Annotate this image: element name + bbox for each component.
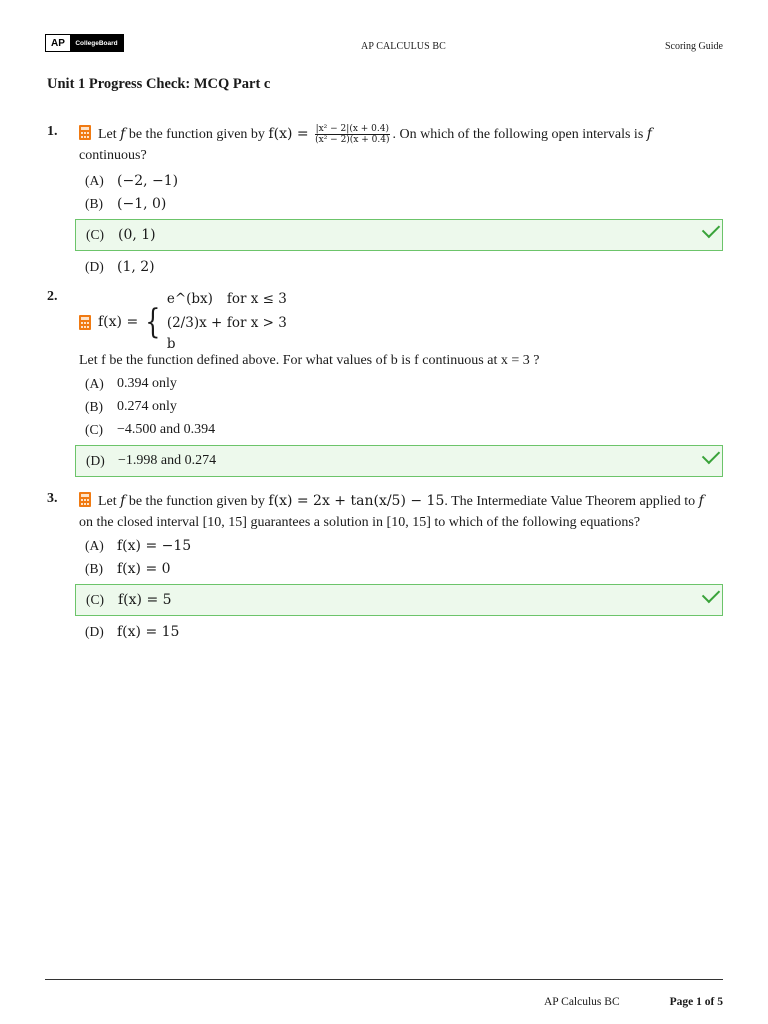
calculator-icon xyxy=(79,125,91,140)
answer-options xyxy=(79,534,723,643)
logo-brand-text: CollegeBoard xyxy=(70,35,123,51)
header-course: AP CALCULUS BC xyxy=(361,41,446,52)
question-number: 2. xyxy=(47,289,58,304)
option-c-correct[interactable]: (C) f(x) = 5 xyxy=(75,584,723,616)
question-number: 1. xyxy=(47,124,58,139)
question-stem: Let f be the function given by f(x) = 2x + tan(x/5) − 15. The Intermediate Value Theorem applied to f on the closed interval [10, 15] guarantees a solution in [10, 15] to which of the following equations? xyxy=(79,493,704,530)
checkmark-icon xyxy=(702,446,720,464)
formula: f(x) = 2x + tan(x/5) − 15 xyxy=(268,493,445,509)
calculator-icon xyxy=(79,315,91,330)
question-stem: Let f be the function defined above. For what values of b is f continuous at x = 3 ? xyxy=(79,353,540,368)
option-b[interactable]: (B) f(x) = 0 xyxy=(85,560,171,577)
answer-options xyxy=(79,169,723,278)
option-c[interactable]: (C) −4.500 and 0.394 xyxy=(85,421,216,437)
ap-collegeboard-logo xyxy=(45,34,124,52)
option-a[interactable]: (A) 0.394 only xyxy=(85,375,177,391)
footer-course: AP Calculus BC xyxy=(544,996,620,1008)
question-stem: Let f be the function given by f(x) = $\frac{\text{|x² − 2|(x + 0.4)}}{\text{(x² − 2)(x + 0.4)}}$ . On which of the following open intervals is f continuous? xyxy=(79,124,652,164)
option-a[interactable]: (A) (−2, −1) xyxy=(85,172,179,189)
option-b[interactable]: (B) (−1, 0) xyxy=(85,195,167,212)
header-doc-type: Scoring Guide xyxy=(664,41,723,52)
checkmark-icon xyxy=(702,585,720,603)
option-d[interactable]: (D) (1, 2) xyxy=(85,258,155,275)
footer-page-number: Page 1 of 5 xyxy=(669,996,723,1008)
option-a[interactable]: (A) f(x) = −15 xyxy=(85,537,192,554)
logo-ap-text: AP xyxy=(46,35,70,51)
question-formula: f(x) = { e^(bx) for x ≤ 3 (2/3)x + b for x > 3 xyxy=(79,289,723,355)
question-number: 3. xyxy=(47,491,58,506)
footer-divider xyxy=(45,979,723,980)
checkmark-icon xyxy=(702,220,720,238)
option-d[interactable]: (D) f(x) = 15 xyxy=(85,623,180,640)
option-b[interactable]: (B) 0.274 only xyxy=(85,398,177,414)
page-title: Unit 1 Progress Check: MCQ Part c xyxy=(47,76,271,92)
left-brace: { xyxy=(145,302,161,342)
calculator-icon xyxy=(79,492,91,507)
answer-options xyxy=(79,372,723,481)
fraction: $\frac{\text{|x² − 2|(x + 0.4)}}{\text{(x² − 2)(x + 0.4)}}$ xyxy=(315,124,390,146)
option-c-correct[interactable]: (C) (0, 1) xyxy=(75,219,723,251)
option-d-correct[interactable]: (D) −1.998 and 0.274 xyxy=(75,445,723,477)
piecewise-cases: e^(bx) for x ≤ 3 (2/3)x + b for x > 3 xyxy=(166,291,287,352)
formula-lhs: f(x) = xyxy=(268,126,309,142)
